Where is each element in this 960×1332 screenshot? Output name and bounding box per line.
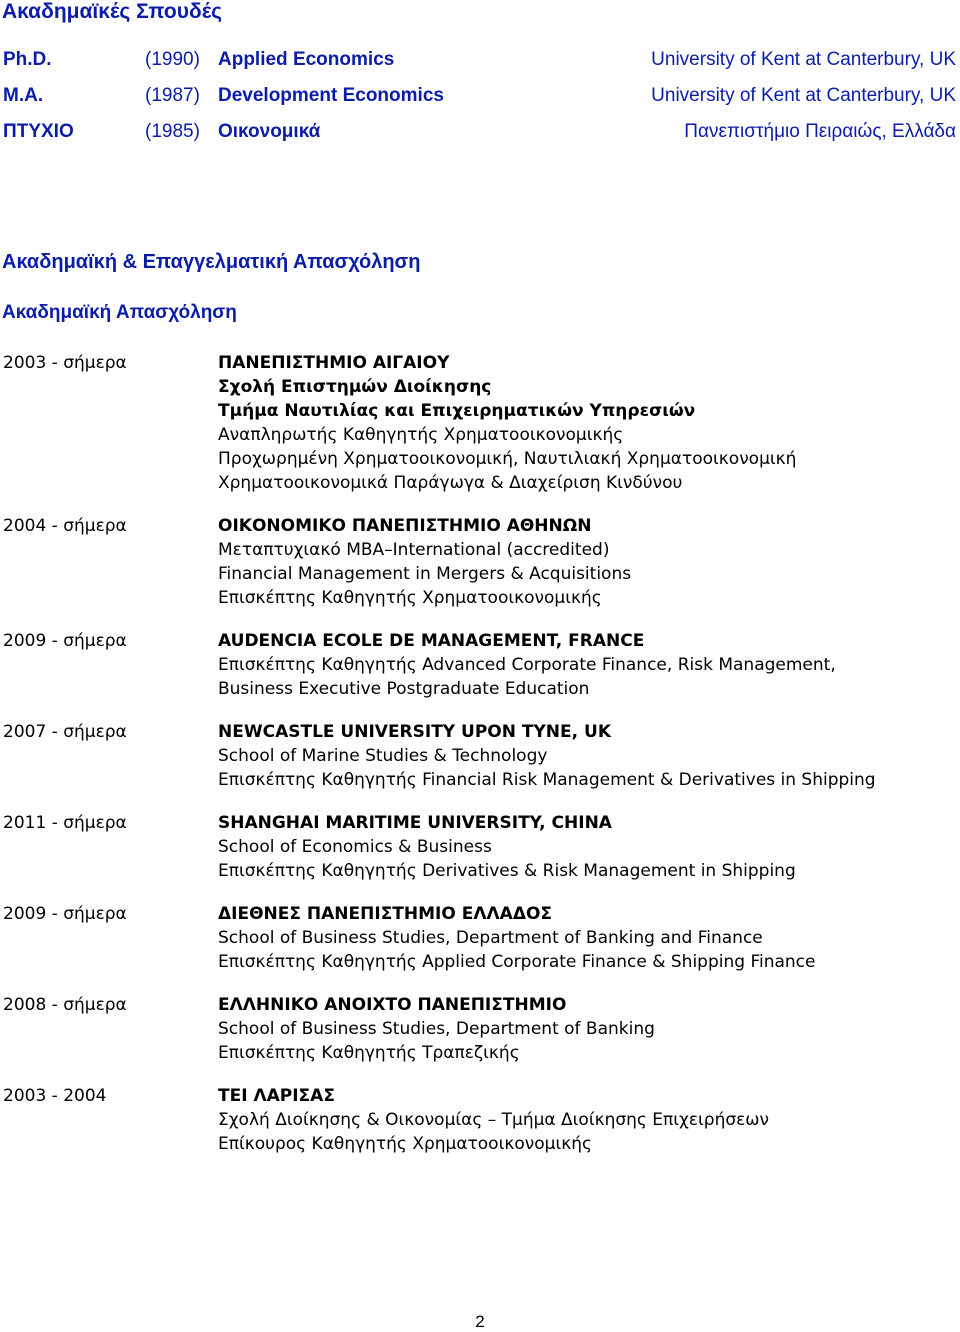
detail-line: School of Marine Studies & Technology [218, 746, 548, 766]
degree-year: (1987) [145, 85, 200, 106]
degree-field: Οικονομικά [218, 121, 321, 142]
role-line: Επισκέπτης Καθηγητής Τραπεζικής [218, 1043, 520, 1063]
education-row [0, 121, 960, 147]
role-line: Επισκέπτης Καθηγητής Χρηματοοικονομικής [218, 588, 602, 608]
employment-period: 2007 - σήμερα [3, 722, 127, 742]
education-row [0, 85, 960, 111]
employment-details [218, 811, 953, 883]
role-line: Επισκέπτης Καθηγητής Advanced Corporate Finance, Risk Management, [218, 655, 836, 675]
school-name: Σχολή Επιστημών Διοίκησης [218, 377, 492, 397]
detail-line: School of Business Studies, Department of Banking and Finance [218, 928, 763, 948]
degree-year: (1990) [145, 49, 200, 70]
institution-name: AUDENCIA ECOLE DE MANAGEMENT, FRANCE [218, 631, 645, 651]
role-line: Αναπληρωτής Καθηγητής Χρηματοοικονομικής [218, 425, 624, 445]
detail-line: Προχωρημένη Χρηματοοικονομική, Ναυτιλιακή Χρηματοοικονομική [218, 449, 797, 469]
role-line: Επίκουρος Καθηγητής Χρηματοοικονομικής [218, 1134, 592, 1154]
employment-details [218, 902, 953, 974]
institution-name: NEWCASTLE UNIVERSITY UPON TYNE, UK [218, 722, 612, 742]
institution-name: ΔΙΕΘΝΕΣ ΠΑΝΕΠΙΣΤΗΜΙΟ ΕΛΛΑΔΟΣ [218, 904, 553, 924]
page-number: 2 [475, 1312, 485, 1331]
role-line: Επισκέπτης Καθηγητής Financial Risk Management & Derivatives in Shipping [218, 770, 876, 790]
employment-period: 2003 - 2004 [3, 1086, 107, 1106]
education-row [0, 49, 960, 75]
employment-period: 2004 - σήμερα [3, 516, 127, 536]
employment-details [218, 351, 953, 495]
institution-name: SHANGHAI MARITIME UNIVERSITY, CHINA [218, 813, 612, 833]
degree-field: Applied Economics [218, 49, 395, 70]
detail-line: Σχολή Διοίκησης & Οικονομίας – Τμήμα Διοίκησης Επιχειρήσεων [218, 1110, 770, 1130]
detail-line: Business Executive Postgraduate Education [218, 679, 590, 699]
role-line: Επισκέπτης Καθηγητής Applied Corporate Finance & Shipping Finance [218, 952, 816, 972]
employment-period: 2003 - σήμερα [3, 353, 127, 373]
employment-period: 2009 - σήμερα [3, 904, 127, 924]
degree: Ph.D. [3, 49, 52, 70]
degree-university: University of Kent at Canterbury, UK [651, 49, 956, 70]
employment-details [218, 1084, 953, 1156]
degree-field: Development Economics [218, 85, 444, 106]
institution-name: ΤΕΙ ΛΑΡΙΣΑΣ [218, 1086, 335, 1106]
degree-university: Πανεπιστήμιο Πειραιώς, Ελλάδα [684, 121, 956, 142]
degree-university: University of Kent at Canterbury, UK [651, 85, 956, 106]
department-name: Τμήμα Ναυτιλίας και Επιχειρηματικών Υπηρεσιών [218, 401, 696, 421]
employment-period: 2008 - σήμερα [3, 995, 127, 1015]
employment-period: 2011 - σήμερα [3, 813, 127, 833]
detail-line: Financial Management in Mergers & Acquisitions [218, 564, 632, 584]
detail-line: School of Business Studies, Department of Banking [218, 1019, 655, 1039]
detail-line: Χρηματοοικονομικά Παράγωγα & Διαχείριση Κινδύνου [218, 473, 683, 493]
education-section-title: Ακαδημαϊκές Σπουδές [2, 0, 223, 23]
employment-details [218, 514, 953, 610]
degree-year: (1985) [145, 121, 200, 142]
employment-details [218, 993, 953, 1065]
detail-line: School of Economics & Business [218, 837, 492, 857]
institution-name: ΠΑΝΕΠΙΣΤΗΜΙΟ ΑΙΓΑΙΟΥ [218, 353, 450, 373]
employment-period: 2009 - σήμερα [3, 631, 127, 651]
detail-line: Μεταπτυχιακό MBA–International (accredited) [218, 540, 610, 560]
employment-section-title: Ακαδημαϊκή & Επαγγελματική Απασχόληση [2, 251, 421, 273]
role-line: Επισκέπτης Καθηγητής Derivatives & Risk Management in Shipping [218, 861, 796, 881]
institution-name: ΕΛΛΗΝΙΚΟ ΑΝΟΙΧΤΟ ΠΑΝΕΠΙΣΤΗΜΙΟ [218, 995, 567, 1015]
employment-subsection-title: Ακαδημαϊκή Απασχόληση [2, 302, 237, 323]
institution-name: ΟΙΚΟΝΟΜΙΚΟ ΠΑΝΕΠΙΣΤΗΜΙΟ ΑΘΗΝΩΝ [218, 516, 592, 536]
degree: M.A. [3, 85, 44, 106]
degree: ΠΤΥΧΙΟ [3, 121, 74, 142]
employment-details [218, 629, 953, 701]
employment-details [218, 720, 953, 792]
